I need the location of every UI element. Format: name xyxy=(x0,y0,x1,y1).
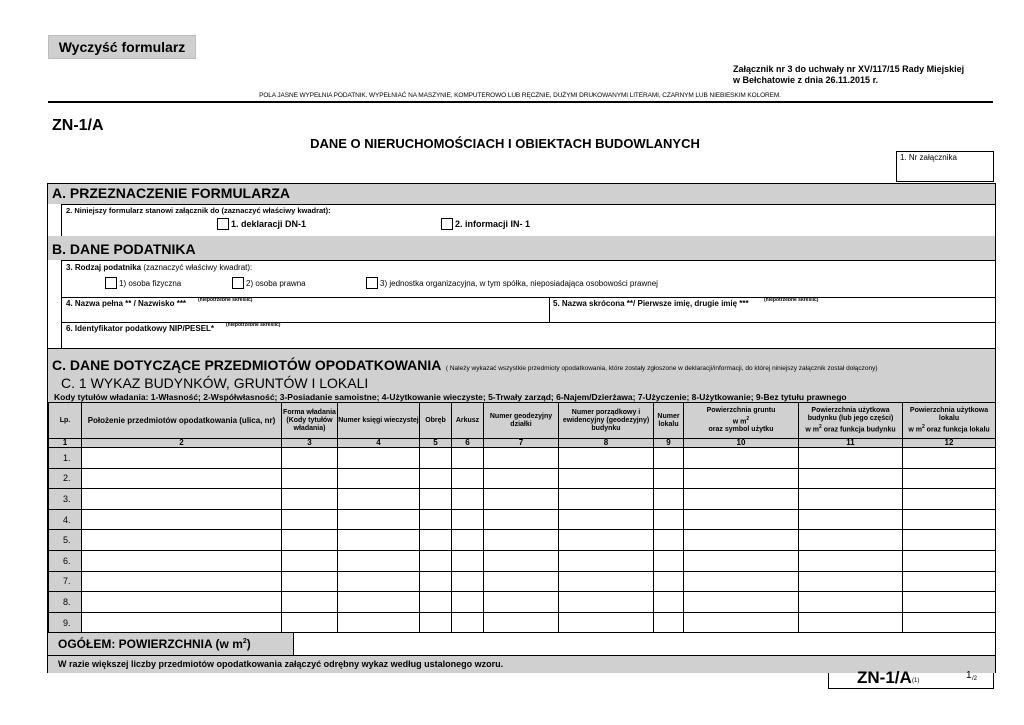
tax-id-note: (niepotrzebne skreślić) xyxy=(226,322,281,328)
table-row xyxy=(49,530,996,551)
table-cell-input[interactable] xyxy=(799,571,903,592)
table-cell-input[interactable] xyxy=(82,612,282,633)
table-cell-input[interactable] xyxy=(338,468,420,489)
table-cell-input[interactable] xyxy=(420,468,452,489)
table-cell-input[interactable] xyxy=(484,612,559,633)
table-cell-input[interactable] xyxy=(559,550,654,571)
full-name-label: 4. Nazwa pełna ** / Nazwisko *** xyxy=(66,299,187,308)
col-number: 4 xyxy=(338,439,420,448)
table-row xyxy=(49,509,996,530)
table-cell-input[interactable] xyxy=(338,489,420,510)
taxpayer-type-question xyxy=(66,263,252,272)
table-cell-input[interactable] xyxy=(654,530,684,551)
table-cell-input[interactable] xyxy=(684,550,799,571)
table-cell-input[interactable] xyxy=(559,612,654,633)
table-cell-input[interactable] xyxy=(282,530,338,551)
table-cell-input[interactable] xyxy=(82,550,282,571)
footer-page-total: /2 xyxy=(972,676,978,682)
table-cell-input[interactable] xyxy=(684,448,799,469)
col-building-area-c: oraz funkcja budynku xyxy=(821,426,896,434)
total-area-row xyxy=(48,632,995,655)
table-cell-input[interactable] xyxy=(420,509,452,530)
tax-id-field[interactable] xyxy=(61,322,995,348)
col-lp: Lp. xyxy=(49,403,82,439)
col-land-area xyxy=(684,403,799,439)
annex-line-2: w Bełchatowie z dnia 26.11.2015 r. xyxy=(733,75,879,85)
col-land-area-a: Powierzchnia gruntu xyxy=(706,406,776,414)
full-name-field[interactable] xyxy=(61,297,550,322)
table-cell-input[interactable] xyxy=(338,592,420,613)
table-cell-input[interactable] xyxy=(82,448,282,469)
table-cell-input[interactable] xyxy=(452,592,484,613)
col-building-number: Numer porządkowy i ewidencyjny (geodezyjny) budynku xyxy=(559,403,654,439)
footer-version: (1) xyxy=(912,678,920,684)
footer-form-code: ZN-1/A xyxy=(857,668,912,687)
table-cell-input[interactable] xyxy=(420,448,452,469)
table-cell-input[interactable] xyxy=(684,592,799,613)
row-number: 6. xyxy=(49,550,82,571)
taxpayer-type-question-bold: 3. Rodzaj podatnika xyxy=(66,263,142,272)
col-parcel-number: Numer geodezyjny działki xyxy=(484,403,559,439)
table-cell-input[interactable] xyxy=(684,571,799,592)
table-cell-input[interactable] xyxy=(452,509,484,530)
option-legal-person[interactable] xyxy=(232,277,306,289)
table-cell-input[interactable] xyxy=(903,550,996,571)
section-c1-title: C. 1 WYKAZ BUDYNKÓW, GRUNTÓW I LOKALI xyxy=(61,375,369,391)
attachment-number-label: 1. Nr załącznika xyxy=(900,153,957,162)
table-row xyxy=(49,550,996,571)
table-cell-input[interactable] xyxy=(82,571,282,592)
table-cell-input[interactable] xyxy=(282,550,338,571)
table-row xyxy=(49,489,996,510)
table-row xyxy=(49,448,996,469)
table-cell-input[interactable] xyxy=(903,592,996,613)
fill-instructions: POLA JASNE WYPEŁNIA PODATNIK. WYPEŁNIAĆ NA MASZYNIE, KOMPUTEROWO LUB RĘCZNIE, DUŻYMI DRUKOWANYMI LITERAMI, CZARNYM LUB NIEBIESKIM KOLOREM. xyxy=(259,92,781,99)
table-cell-input[interactable] xyxy=(82,592,282,613)
row-number: 8. xyxy=(49,592,82,613)
col-building-area-sq: 2 xyxy=(818,423,822,430)
option-dn1[interactable] xyxy=(217,218,306,230)
tax-id-label: 6. Identyfikator podatkowy NIP/PESEL* xyxy=(66,324,215,333)
table-cell-input[interactable] xyxy=(684,468,799,489)
table-cell-input[interactable] xyxy=(484,509,559,530)
row-number: 5. xyxy=(49,530,82,551)
table-cell-input[interactable] xyxy=(420,571,452,592)
table-cell-input[interactable] xyxy=(903,448,996,469)
table-cell-input[interactable] xyxy=(559,448,654,469)
table-cell-input[interactable] xyxy=(654,571,684,592)
table-cell-input[interactable] xyxy=(420,592,452,613)
table-cell-input[interactable] xyxy=(903,468,996,489)
table-cell-input[interactable] xyxy=(420,612,452,633)
col-number: 3 xyxy=(282,439,338,448)
col-location: Położenie przedmiotów opodatkowania (ulica, nr) xyxy=(82,403,282,439)
short-name-note: (niepotrzebne skreślić) xyxy=(764,297,819,303)
table-cell-input[interactable] xyxy=(654,550,684,571)
option-legal-person-label: 2) osoba prawna xyxy=(246,278,306,288)
table-cell-input[interactable] xyxy=(684,612,799,633)
table-cell-input[interactable] xyxy=(559,530,654,551)
table-cell-input[interactable] xyxy=(82,530,282,551)
table-cell-input[interactable] xyxy=(559,509,654,530)
table-cell-input[interactable] xyxy=(282,448,338,469)
col-land-area-c: oraz symbol użytku xyxy=(708,426,774,434)
total-area-field[interactable] xyxy=(293,633,995,655)
col-unit-area-b xyxy=(903,423,995,434)
col-number: 12 xyxy=(903,439,996,448)
short-name-label: 5. Nazwa skrócona **/ Pierwsze imię, drugie imię *** xyxy=(553,299,749,308)
total-area-close: ) xyxy=(246,637,251,651)
option-organizational-unit[interactable] xyxy=(366,277,658,289)
col-sheet: Arkusz xyxy=(452,403,484,439)
table-cell-input[interactable] xyxy=(799,612,903,633)
table-cell-input[interactable] xyxy=(452,571,484,592)
table-cell-input[interactable] xyxy=(484,592,559,613)
col-land-area-sq: 2 xyxy=(746,415,750,422)
table-cell-input[interactable] xyxy=(654,489,684,510)
checkbox-natural-person[interactable] xyxy=(105,277,117,289)
section-a-question: 2. Niniejszy formularz stanowi załącznik do (zaznaczyć właściwy kwadrat): xyxy=(66,206,331,215)
table-cell-input[interactable] xyxy=(903,612,996,633)
col-building-area-a: Powierzchnia użytkowa budynku (lub jego części) xyxy=(807,406,894,422)
table-cell-input[interactable] xyxy=(903,489,996,510)
col-building-area xyxy=(799,403,903,439)
row-number: 3. xyxy=(49,489,82,510)
annex-line-1: Załącznik nr 3 do uchwały nr XV/117/15 Rady Miejskiej xyxy=(733,64,965,74)
col-number: 1 xyxy=(49,439,82,448)
table-cell-input[interactable] xyxy=(484,489,559,510)
table-cell-input[interactable] xyxy=(282,571,338,592)
checkbox-legal-person[interactable] xyxy=(232,277,244,289)
table-cell-input[interactable] xyxy=(452,468,484,489)
table-cell-input[interactable] xyxy=(338,509,420,530)
table-cell-input[interactable] xyxy=(420,530,452,551)
footer-page: 1 xyxy=(966,670,972,681)
row-number: 9. xyxy=(49,612,82,633)
table-cell-input[interactable] xyxy=(654,592,684,613)
row-number: 1. xyxy=(49,448,82,469)
col-unit-area-sq: 2 xyxy=(921,423,925,430)
section-c-title: C. DANE DOTYCZĄCE PRZEDMIOTÓW OPODATKOWANIA xyxy=(52,357,442,373)
table-cell-input[interactable] xyxy=(654,612,684,633)
col-land-area-unit: w m xyxy=(732,418,747,426)
option-in1-label: 2. informacji IN- 1 xyxy=(455,219,531,229)
table-cell-input[interactable] xyxy=(559,468,654,489)
table-cell-input[interactable] xyxy=(799,448,903,469)
full-name-note: (niepotrzebne skreślić) xyxy=(198,297,253,303)
table-cell-input[interactable] xyxy=(799,489,903,510)
table-body xyxy=(49,448,996,633)
section-c-head-area xyxy=(48,348,995,402)
table-cell-input[interactable] xyxy=(82,509,282,530)
table-cell-input[interactable] xyxy=(559,592,654,613)
table-cell-input[interactable] xyxy=(282,612,338,633)
checkbox-in1[interactable] xyxy=(441,218,453,230)
section-a-field xyxy=(61,204,995,236)
table-cell-input[interactable] xyxy=(684,509,799,530)
col-number: 8 xyxy=(559,439,654,448)
table-cell-input[interactable] xyxy=(484,550,559,571)
col-unit-area-a: Powierzchnia użytkowa lokalu xyxy=(909,406,989,422)
top-divider xyxy=(48,101,993,103)
col-number: 9 xyxy=(654,439,684,448)
table-cell-input[interactable] xyxy=(799,468,903,489)
col-unit-area xyxy=(903,403,996,439)
taxpayer-type-question-rest: (zaznaczyć właściwy kwadrat): xyxy=(141,263,253,272)
page-title: DANE O NIERUCHOMOŚCIACH I OBIEKTACH BUDOWLANYCH xyxy=(310,136,700,151)
table-row xyxy=(49,571,996,592)
table-cell-input[interactable] xyxy=(484,448,559,469)
objects-table xyxy=(48,402,996,633)
option-natural-person[interactable] xyxy=(105,277,181,289)
col-precinct: Obręb xyxy=(420,403,452,439)
col-unit-number: Numer lokalu xyxy=(654,403,684,439)
option-organizational-unit-label: 3) jednostka organizacyjna, w tym spółka, nieposiadająca osobowości prawnej xyxy=(380,278,658,288)
table-cell-input[interactable] xyxy=(903,530,996,551)
col-land-area-b xyxy=(684,415,798,426)
table-cell-input[interactable] xyxy=(338,571,420,592)
total-area-sq: 2 xyxy=(242,638,247,645)
table-cell-input[interactable] xyxy=(420,489,452,510)
table-cell-input[interactable] xyxy=(903,571,996,592)
table-cell-input[interactable] xyxy=(452,550,484,571)
table-cell-input[interactable] xyxy=(799,530,903,551)
table-cell-input[interactable] xyxy=(338,612,420,633)
row-number: 4. xyxy=(49,509,82,530)
table-cell-input[interactable] xyxy=(654,509,684,530)
table-cell-input[interactable] xyxy=(799,550,903,571)
more-items-note-row xyxy=(48,655,995,673)
ownership-codes: Kody tytułów władania: 1-Własność; 2-Współwłasność; 3-Posiadanie samoistne; 4-Użytkowanie wieczyste; 5-Trwały zarząd; 6-Najem/Dzierżawa; 7-Użyczenie; 8-Użytkowanie; 9-Bez tytułu prawnego xyxy=(54,392,847,402)
table-row xyxy=(49,612,996,633)
table-row xyxy=(49,592,996,613)
table-cell-input[interactable] xyxy=(559,571,654,592)
table-cell-input[interactable] xyxy=(82,468,282,489)
row-number: 2. xyxy=(49,468,82,489)
section-c-note: ( Należy wykazać wszystkie przedmioty opodatkowania, które zostały zgłoszone w deklaracji/informacji, do której niniejszy załącznik został dołączony) xyxy=(445,365,878,372)
option-natural-person-label: 1) osoba fizyczna xyxy=(119,278,182,288)
col-number: 7 xyxy=(484,439,559,448)
table-cell-input[interactable] xyxy=(903,509,996,530)
col-number: 5 xyxy=(420,439,452,448)
table-cell-input[interactable] xyxy=(82,489,282,510)
table-cell-input[interactable] xyxy=(338,550,420,571)
table-cell-input[interactable] xyxy=(282,592,338,613)
table-cell-input[interactable] xyxy=(559,489,654,510)
column-numbers-row xyxy=(49,439,996,448)
table-row xyxy=(49,468,996,489)
option-dn1-label: 1. deklaracji DN-1 xyxy=(231,219,307,229)
checkbox-organizational-unit[interactable] xyxy=(366,277,378,289)
table-cell-input[interactable] xyxy=(684,530,799,551)
col-land-register: Numer księgi wieczystej xyxy=(338,403,420,439)
col-ownership-form: Forma władania (Kody tytułów władania) xyxy=(282,403,338,439)
table-cell-input[interactable] xyxy=(452,448,484,469)
checkbox-dn1[interactable] xyxy=(217,218,229,230)
form-code: ZN-1/A xyxy=(52,117,104,134)
section-c-header xyxy=(52,357,878,375)
table-cell-input[interactable] xyxy=(452,530,484,551)
col-number: 11 xyxy=(799,439,903,448)
total-area-text: OGÓŁEM: POWIERZCHNIA (w m xyxy=(58,637,243,651)
table-cell-input[interactable] xyxy=(282,489,338,510)
row-number: 7. xyxy=(49,571,82,592)
section-b-header: B. DANE PODATNIKA xyxy=(48,239,995,260)
table-cell-input[interactable] xyxy=(484,571,559,592)
table-cell-input[interactable] xyxy=(338,448,420,469)
short-name-field[interactable] xyxy=(549,297,995,322)
table-cell-input[interactable] xyxy=(452,489,484,510)
table-cell-input[interactable] xyxy=(799,592,903,613)
col-unit-area-unit: w m xyxy=(908,426,922,434)
taxpayer-type-field xyxy=(61,260,995,297)
total-area-label xyxy=(58,637,251,651)
table-cell-input[interactable] xyxy=(654,468,684,489)
col-building-area-unit: w m xyxy=(805,426,819,434)
attachment-number-field[interactable] xyxy=(896,151,994,182)
table-cell-input[interactable] xyxy=(282,509,338,530)
table-cell-input[interactable] xyxy=(282,468,338,489)
table-cell-input[interactable] xyxy=(684,489,799,510)
section-a-header: A. PRZEZNACZENIE FORMULARZA xyxy=(48,184,995,204)
table-cell-input[interactable] xyxy=(799,509,903,530)
col-number: 6 xyxy=(452,439,484,448)
table-cell-input[interactable] xyxy=(484,530,559,551)
table-cell-input[interactable] xyxy=(452,612,484,633)
col-number: 10 xyxy=(684,439,799,448)
col-number: 2 xyxy=(82,439,282,448)
table-cell-input[interactable] xyxy=(420,550,452,571)
option-in1[interactable] xyxy=(441,218,530,230)
table-cell-input[interactable] xyxy=(484,468,559,489)
col-building-area-b xyxy=(799,423,902,434)
footer-code-box xyxy=(828,668,994,689)
annex-reference xyxy=(733,64,1013,86)
table-cell-input[interactable] xyxy=(338,530,420,551)
col-unit-area-c: oraz funkcja lokalu xyxy=(924,426,990,434)
more-items-note: W razie większej liczby przedmiotów opodatkowania załączyć odrębny wykaz według ustalonego wzoru. xyxy=(58,659,504,669)
table-cell-input[interactable] xyxy=(654,448,684,469)
clear-form-button[interactable]: Wyczyść formularz xyxy=(48,35,196,59)
